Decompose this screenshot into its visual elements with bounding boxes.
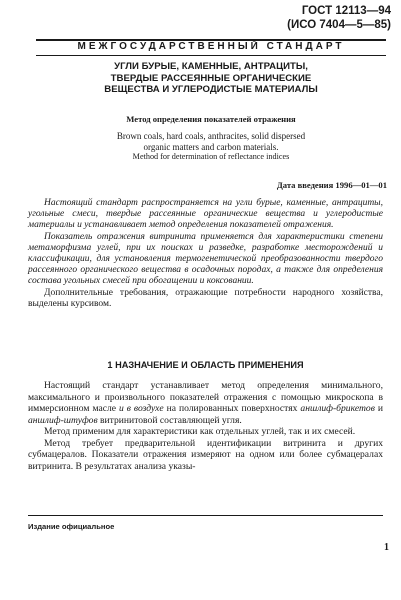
intro-paragraph: Настоящий стандарт распространяется на угли бурые, каменные, антрациты, угольные смеси, твердые рассеянные органические вещества и углеродистые материалы и устанавливает метод определения показателей отражения. [28,198,383,231]
title-ru [36,61,386,96]
title-en [36,131,386,163]
text-run: Настоящий стандарт устанавливает метод определения минимального, максимального и произвольного показателей отражения с помощью микроскопа в иммерсионном масле [28,380,383,414]
iso-number: (ИСО 7404—5—85) [287,19,391,31]
gost-code-block [287,4,391,32]
method-en: Method for determination of reflectance indices [132,152,290,161]
text-run-italic: аншлиф-брикетов [300,403,375,414]
text-run: на полированных поверхностях [163,403,301,414]
section-paragraph [28,380,383,426]
standard-kind: МЕЖГОСУДАРСТВЕННЫЙ СТАНДАРТ [77,41,345,52]
title-en-line: Brown coals, hard coals, anthracites, solid dispersed [116,131,306,141]
page-number: 1 [384,542,389,553]
gost-number: ГОСТ 12113—94 [301,5,391,17]
title-ru-line: ТВЕРДЫЕ РАССЕЯННЫЕ ОРГАНИЧЕСКИЕ [110,72,312,84]
section-heading: 1 НАЗНАЧЕНИЕ И ОБЛАСТЬ ПРИМЕНЕНИЯ [107,360,304,370]
title-ru-line: ВЕЩЕСТВА И УГЛЕРОДИСТЫЕ МАТЕРИАЛЫ [104,84,318,95]
title-en-line: organic matters and carbon materials. [143,141,279,152]
edition-label: Издание официальное [28,522,115,531]
effective-date: Дата введения 1996—01—01 [276,180,387,190]
footer-rule [28,515,383,516]
header-rule-bottom [36,55,386,56]
section-paragraph: Метод требует предварительной идентификации витринита и других субмацералов. Показатели отражения измеряют на одном или более субмацералах витринита. В результатах анализа указы- [28,437,383,472]
title-ru-line: УГЛИ БУРЫЕ, КАМЕННЫЕ, АНТРАЦИТЫ, [114,61,308,72]
intro-paragraph: Дополнительные требования, отражающие потребности народного хозяйства, выделены курсивом. [28,287,383,309]
method-ru: Метод определения показателей отражения [126,114,296,124]
intro-text [28,198,383,310]
intro-paragraph: Показатель отражения витринита применяется для характеристики степени метаморфизма углей, при их поисках и разведке, разработке месторождений и классификации, для установления термогенетической преобразованности твердого рассеянного органического вещества в осадочных породах, а также для определения состава угольных смесей при обогащении и коксовании. [28,231,383,287]
section-paragraph: Метод применим для характеристики как отдельных углей, так и их смесей. [44,426,356,437]
text-run-italic: аншлиф-штуфов [28,414,98,426]
text-run: и [374,403,383,414]
text-run: витринитовой составляющей угля. [97,414,242,426]
text-run-italic: и в воздухе [119,403,164,414]
section-text [28,380,383,472]
